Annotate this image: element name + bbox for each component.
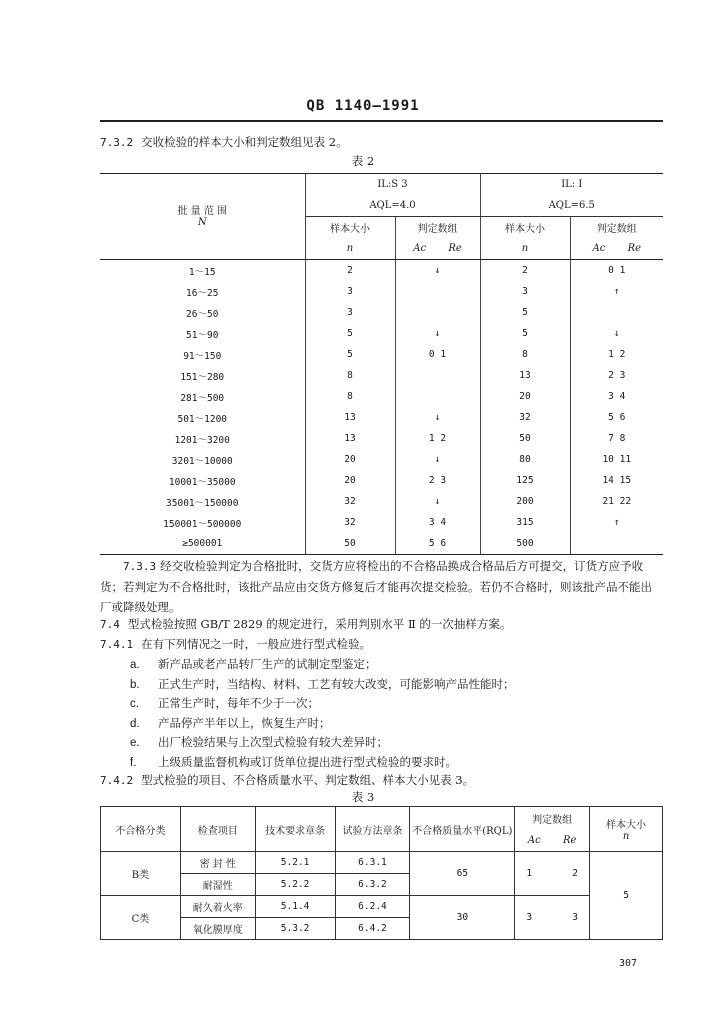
g1-judge-cell: ↓ — [395, 491, 480, 512]
group1-il: IL:S 3 — [305, 174, 480, 196]
list-item — [130, 656, 377, 672]
batch-range-cell: 150001～500000 — [100, 512, 305, 533]
section-text: 型式检验的项目、不合格质量水平、判定数组、样本大小见表 3。 — [141, 773, 475, 787]
g2-n-cell: 2 — [480, 260, 570, 282]
section-text: 在有下列情况之一时，一般应进行型式检验。 — [141, 637, 372, 651]
group2-il: IL: I — [480, 174, 663, 196]
blank-cell — [100, 238, 305, 260]
list-text: 出厂检验结果与上次型式检验有较大差异时； — [158, 735, 388, 749]
list-item — [130, 676, 515, 692]
list-marker: b. — [130, 678, 140, 691]
g1-n-cell: 8 — [305, 386, 395, 407]
g1-judge-cell: ↓ — [395, 449, 480, 470]
item-cell: 氧化膜厚度 — [180, 918, 255, 940]
section-text: 经交收检验判定为合格批时，交货方应将检出的不合格品换成合格品后方可提交，订货方应予收货；若判定为不合格批时，该批产品应由交货方修复后才能再次提交检验。若仍不合格时，则该批产品不能出厂或降级处理。 — [100, 559, 652, 614]
tech-cell: 5.3.2 — [255, 918, 335, 940]
g1-judge-cell: 5 6 — [395, 533, 480, 555]
g2-judge-cell — [570, 533, 663, 555]
header-rule — [100, 120, 663, 122]
list-marker: a. — [130, 659, 140, 671]
item-cell: 密 封 性 — [180, 852, 255, 874]
g2-judge-cell: 0 1 — [608, 265, 626, 276]
g1-n-cell: 13 — [305, 428, 395, 449]
g2-judge-cell: ↑ — [613, 517, 620, 528]
section-number: 7.4.1 — [100, 638, 134, 651]
table-row — [100, 449, 663, 470]
g1-judge-cell: ↓ — [395, 260, 480, 282]
list-item — [130, 715, 331, 731]
g2-n-cell: 315 — [480, 512, 570, 533]
g1-n-cell: 5 — [305, 344, 395, 365]
table-row — [100, 386, 663, 407]
g1-n-cell: 3 — [305, 302, 395, 323]
g2-n: n — [480, 238, 570, 260]
list-text: 新产品或老产品转厂生产的试制定型鉴定； — [158, 657, 377, 671]
g1-judge-cell: ↓ — [395, 323, 480, 344]
g1-judge-cell — [395, 302, 480, 323]
h-re: Re — [562, 834, 577, 846]
table-3-caption: 表 3 — [351, 790, 375, 804]
item-cell: 耐久着火率 — [180, 896, 255, 918]
g2-sample-size: 样本大小 — [480, 217, 570, 239]
h-judge: 判定数组 — [515, 807, 590, 830]
batch-symbol: N — [100, 217, 305, 239]
table-2 — [100, 173, 663, 555]
g2-n-cell: 20 — [480, 386, 570, 407]
table-row — [100, 533, 663, 555]
g2-judge-cell: 14 15 — [602, 475, 632, 486]
table-row — [100, 470, 663, 491]
list-marker: e. — [130, 737, 140, 749]
batch-range-cell: 91～150 — [100, 344, 305, 365]
list-marker: d. — [130, 717, 140, 730]
section-7-4 — [100, 616, 511, 632]
g1-sample-size: 样本大小 — [305, 217, 395, 239]
g2-judge-cell: ↓ — [613, 328, 620, 339]
g2-n-cell: 200 — [480, 491, 570, 512]
list-item — [130, 734, 388, 750]
h-sample-label: 样本大小 — [606, 820, 647, 831]
batch-range-cell: 151～280 — [100, 365, 305, 386]
table-row — [100, 344, 663, 365]
document-header: QB 1140—1991 — [306, 98, 420, 114]
h-tech: 技术要求章条 — [255, 807, 335, 852]
g1-n: n — [305, 238, 395, 260]
g2-n-cell: 32 — [480, 407, 570, 428]
method-cell: 6.3.1 — [335, 852, 410, 874]
tech-cell: 5.2.2 — [255, 874, 335, 896]
g1-judge: 判定数组 — [395, 217, 480, 239]
g2-n-cell: 125 — [480, 470, 570, 491]
method-cell: 6.4.2 — [335, 918, 410, 940]
ac-c: 3 — [526, 912, 533, 923]
list-text: 正式生产时，当结构、材料、工艺有较大改变，可能影响产品性能时； — [158, 676, 515, 691]
g1-n-cell: 5 — [305, 323, 395, 344]
table-row — [100, 302, 663, 323]
g1-n-cell: 32 — [305, 512, 395, 533]
table-2-caption: 表 2 — [351, 154, 375, 168]
group2-aql: AQL=6.5 — [480, 195, 663, 217]
section-number: 7.4.2 — [100, 774, 134, 787]
table-row — [100, 365, 663, 386]
g2-judge-cell: 5 6 — [608, 412, 626, 423]
method-cell: 6.3.2 — [335, 874, 410, 896]
g1-n-cell: 2 — [305, 260, 395, 282]
g1-re: Re — [448, 243, 462, 254]
method-cell: 6.2.4 — [335, 896, 410, 918]
ac-b: 1 — [526, 868, 533, 879]
g1-n-cell: 20 — [305, 449, 395, 470]
acre-b — [515, 852, 590, 896]
section-number: 7.3.2 — [100, 136, 134, 149]
re-c: 3 — [572, 912, 578, 923]
g2-ac: Ac — [592, 243, 606, 254]
g2-judge: 判定数组 — [596, 224, 637, 235]
g2-n-cell: 5 — [480, 302, 570, 323]
g1-n-cell: 8 — [305, 365, 395, 386]
cat-c: C类 — [101, 896, 181, 940]
g1-n-cell: 32 — [305, 491, 395, 512]
list-marker: c. — [130, 698, 139, 710]
g1-ac: Ac — [413, 243, 427, 254]
g1-n-cell: 50 — [305, 533, 395, 555]
acre-c — [515, 896, 590, 940]
batch-range-cell: 1～15 — [100, 260, 305, 282]
g2-judge-cell: 21 22 — [602, 496, 632, 507]
batch-range-cell: 26～50 — [100, 302, 305, 323]
g2-judge-cell — [570, 302, 663, 323]
list-marker: f. — [130, 756, 137, 769]
g1-acre — [395, 238, 480, 260]
table-3 — [100, 806, 663, 940]
batch-range-cell: 1201～3200 — [100, 428, 305, 449]
item-cell: 耐湿性 — [180, 874, 255, 896]
g1-judge-cell — [395, 386, 480, 407]
table-row — [100, 281, 663, 302]
g2-judge-cell: 10 11 — [602, 454, 632, 465]
g2-re: Re — [627, 243, 642, 254]
g2-judge-cell: ↑ — [613, 286, 620, 297]
section-text: 型式检验按照 GB/T 2829 的规定进行，采用判别水平 Ⅱ 的一次抽样方案。 — [127, 617, 512, 631]
table-row — [100, 512, 663, 533]
g1-judge-cell: 0 1 — [395, 344, 480, 365]
h-rql: 不合格质量水平(RQL) — [410, 807, 515, 852]
section-7-4-2 — [100, 772, 474, 788]
batch-range-cell: 16～25 — [100, 281, 305, 302]
batch-range-cell: 51～90 — [100, 323, 305, 344]
g2-acre — [570, 238, 663, 260]
section-7-3-2 — [100, 134, 348, 150]
batch-header-cell — [100, 174, 305, 217]
section-number: 7.4 — [100, 618, 120, 631]
table-row — [100, 260, 663, 282]
h-category: 不合格分类 — [101, 807, 181, 852]
h-sample — [590, 807, 663, 852]
section-text: 交收检验的样本大小和判定数组见表 2。 — [141, 135, 348, 149]
g2-n-cell: 3 — [480, 281, 570, 302]
re-b: 2 — [572, 868, 578, 879]
g2-judge-cell: 1 2 — [608, 349, 626, 360]
batch-header: 批 量 范 围 — [177, 205, 228, 217]
h-acre — [515, 829, 590, 852]
group1-aql: AQL=4.0 — [305, 195, 480, 217]
table-row — [100, 323, 663, 344]
batch-range-cell: 35001～150000 — [100, 491, 305, 512]
g1-judge-cell: 3 4 — [395, 512, 480, 533]
batch-range-cell: 3201～10000 — [100, 449, 305, 470]
sample-n-value: 5 — [590, 852, 663, 940]
g2-n-cell: 50 — [480, 428, 570, 449]
tech-cell: 5.2.1 — [255, 852, 335, 874]
batch-range-cell: 10001～35000 — [100, 470, 305, 491]
h-ac: Ac — [527, 834, 541, 846]
batch-range-cell: ≥500001 — [100, 533, 305, 555]
list-text: 上级质量监督机构或订货单位提出进行型式检验的要求时。 — [158, 754, 457, 769]
g2-judge-cell: 3 4 — [608, 391, 626, 402]
list-item — [130, 695, 319, 711]
section-number: 7.3.3 — [123, 560, 157, 573]
page-number: 307 — [619, 958, 638, 969]
h-sample-n: n — [622, 831, 630, 842]
g2-judge-cell: 7 8 — [608, 433, 626, 444]
table-row — [100, 491, 663, 512]
g2-n-cell: 13 — [480, 365, 570, 386]
g1-judge-cell — [395, 365, 480, 386]
g2-n-cell: 5 — [480, 323, 570, 344]
g2-judge-cell: 2 3 — [608, 370, 626, 381]
table-2-body — [100, 260, 663, 555]
list-text: 正常生产时，每年不少于一次； — [158, 696, 319, 710]
table-row — [100, 428, 663, 449]
g1-n-cell: 20 — [305, 470, 395, 491]
section-7-4-1 — [100, 636, 371, 652]
g2-n-cell: 500 — [480, 533, 570, 555]
rql-c: 30 — [410, 896, 515, 940]
batch-range-cell: 501～1200 — [100, 407, 305, 428]
cat-b: B类 — [101, 852, 181, 896]
tech-cell: 5.1.4 — [255, 896, 335, 918]
list-item — [130, 754, 457, 770]
h-method: 试验方法章条 — [335, 807, 410, 852]
g2-n-cell: 8 — [480, 344, 570, 365]
rql-b: 65 — [410, 852, 515, 896]
g1-n-cell: 3 — [305, 281, 395, 302]
g1-judge-cell: 2 3 — [395, 470, 480, 491]
g2-n-cell: 80 — [480, 449, 570, 470]
section-7-3-3 — [100, 556, 662, 617]
table-row — [100, 407, 663, 428]
batch-range-cell: 281～500 — [100, 386, 305, 407]
list-text: 产品停产半年以上，恢复生产时； — [158, 715, 331, 730]
g1-judge-cell — [395, 281, 480, 302]
g1-judge-cell: 1 2 — [395, 428, 480, 449]
g1-judge-cell: ↓ — [395, 407, 480, 428]
h-item: 检查项目 — [180, 807, 255, 852]
g1-n-cell: 13 — [305, 407, 395, 428]
